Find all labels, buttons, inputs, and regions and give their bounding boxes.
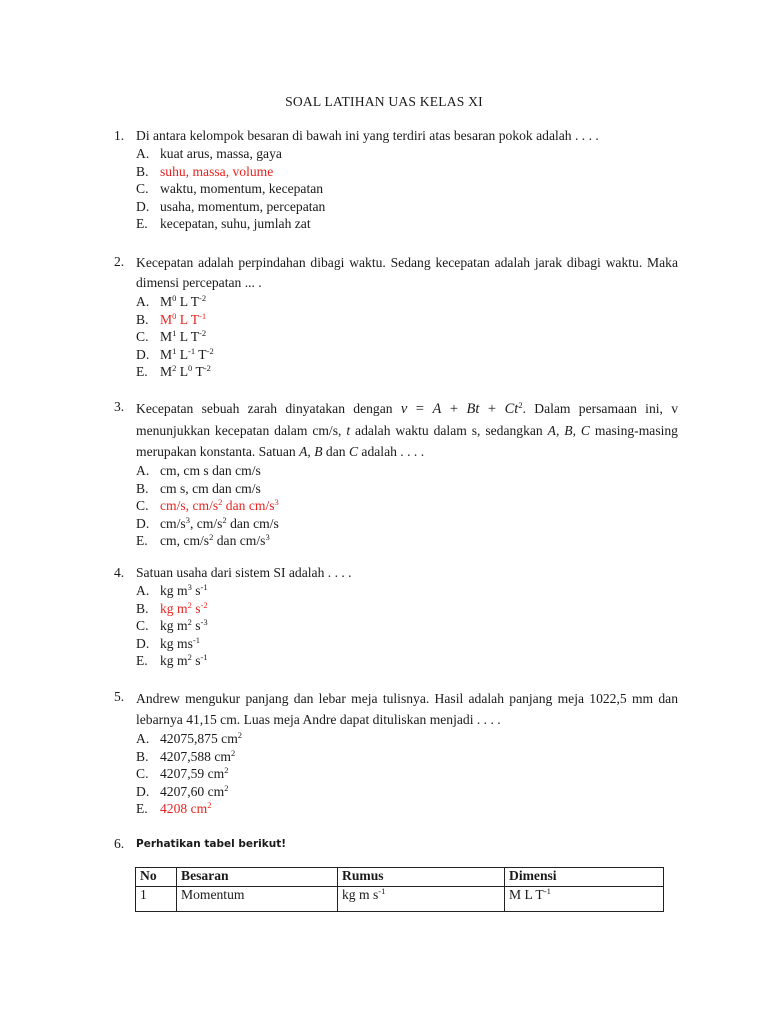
table-cell: 1	[136, 887, 177, 912]
option-a: A. kuat arus, massa, gaya	[136, 146, 282, 161]
question-number: 1.	[114, 128, 125, 143]
question-1	[114, 127, 678, 233]
question-number: 5.	[114, 689, 125, 704]
option-b-answer: B. $M^0$ L $T^{-1}$	[136, 310, 207, 327]
option-d: D. kg $ms^{-1}$	[136, 634, 200, 651]
column-header: No	[136, 868, 177, 887]
option-b: B. 4207,588 $cm^2$	[136, 747, 236, 764]
question-number: 2.	[114, 254, 125, 269]
column-header: Besaran	[177, 868, 338, 887]
question-text: Kecepatan adalah perpindahan dibagi waktu. Sedang kecepatan adalah jarak dibagi waktu. Maka dimensi percepatan ... .	[136, 255, 678, 290]
question-number: 3.	[114, 399, 125, 414]
table-cell: M L $T^{-1}$	[505, 887, 664, 912]
question-number: 4.	[114, 565, 125, 580]
option-d: D. 4207,60 $cm^2$	[136, 782, 229, 799]
equation: $v = A + Bt + Ct^2$	[400, 400, 523, 417]
option-c: C. kg $m^2$ $s^{-3}$	[136, 617, 208, 633]
question-3	[114, 398, 678, 550]
table-header-row	[136, 868, 664, 887]
question-number: 6.	[114, 836, 125, 851]
question-5	[114, 688, 678, 818]
option-list	[136, 582, 678, 670]
option-b-answer: B. suhu, massa, volume	[136, 163, 274, 179]
option-list	[136, 730, 678, 818]
option-d: D. $cm/s^3$, $cm/s^2$ dan cm/s	[136, 514, 279, 531]
option-c: C. waktu, momentum, kecepatan	[136, 181, 324, 196]
option-e: E. cm, $cm/s^2$ dan $cm/s^3$	[136, 532, 270, 548]
question-text: Satuan usaha dari sistem SI adalah . . . .	[136, 565, 352, 580]
option-e-answer: E. 4208 $cm^2$	[136, 800, 212, 816]
column-header: Dimensi	[505, 868, 664, 887]
option-a: A. cm, cm s dan cm/s	[136, 463, 261, 478]
table-row	[136, 887, 664, 912]
page-title: SOAL LATIHAN UAS KELAS XI	[285, 94, 483, 109]
table-cell: kg m $s^{-1}$	[338, 887, 505, 912]
question-text: Di antara kelompok besaran di bawah ini yang terdiri atas besaran pokok adalah . . . .	[136, 128, 599, 143]
option-c: C. $M^1$ L $T^{-2}$	[136, 328, 207, 344]
option-c: C. 4207,59 $cm^2$	[136, 765, 229, 781]
option-list	[136, 293, 678, 381]
question-6	[114, 835, 678, 853]
question-2	[114, 253, 678, 381]
option-a: A. 42075,875 $cm^2$	[136, 730, 243, 746]
option-e: E. kg $m^2$ $s^{-1}$	[136, 652, 208, 668]
option-d: D. $M^1$ $L^{-1}$ $T^{-2}$	[136, 345, 214, 362]
option-c-answer: C. cm/s, $cm/s^2$ dan $cm/s^3$	[136, 497, 279, 513]
data-table	[135, 867, 664, 912]
option-d: D. usaha, momentum, percepatan	[136, 198, 326, 214]
option-b: B. cm s, cm dan cm/s	[136, 480, 261, 496]
question-text: Kecepatan sebuah zarah dinyatakan dengan $v = A + Bt + Ct^2$. Dalam persamaan ini, v menunjukkan kecepatan dalam cm/s, t adalah waktu dalam s, sedangkan A, B, C masing-masing merupakan konstanta. Satuan A, B dan C adalah . . . .	[136, 400, 678, 459]
option-a: A. kg $m^3$ $s^{-1}$	[136, 582, 208, 598]
option-b-answer: B. kg $m^2$ $s^{-2}$	[136, 599, 208, 616]
table-cell: Momentum	[177, 887, 338, 912]
option-list	[136, 145, 678, 233]
question-text: Perhatikan tabel berikut!	[136, 838, 287, 850]
option-e: E. kecepatan, suhu, jumlah zat	[136, 216, 311, 231]
question-4	[114, 564, 678, 670]
option-a: A. $M^0$ L $T^{-2}$	[136, 293, 207, 309]
column-header: Rumus	[338, 868, 505, 887]
option-list	[136, 462, 678, 550]
option-e: E. $M^2$ $L^0$ $T^{-2}$	[136, 363, 211, 379]
question-text: Andrew mengukur panjang dan lebar meja tulisnya. Hasil adalah panjang meja 1022,5 mm dan lebarnya 41,15 cm. Luas meja Andre dapat dituliskan menjadi . . . .	[136, 691, 678, 727]
